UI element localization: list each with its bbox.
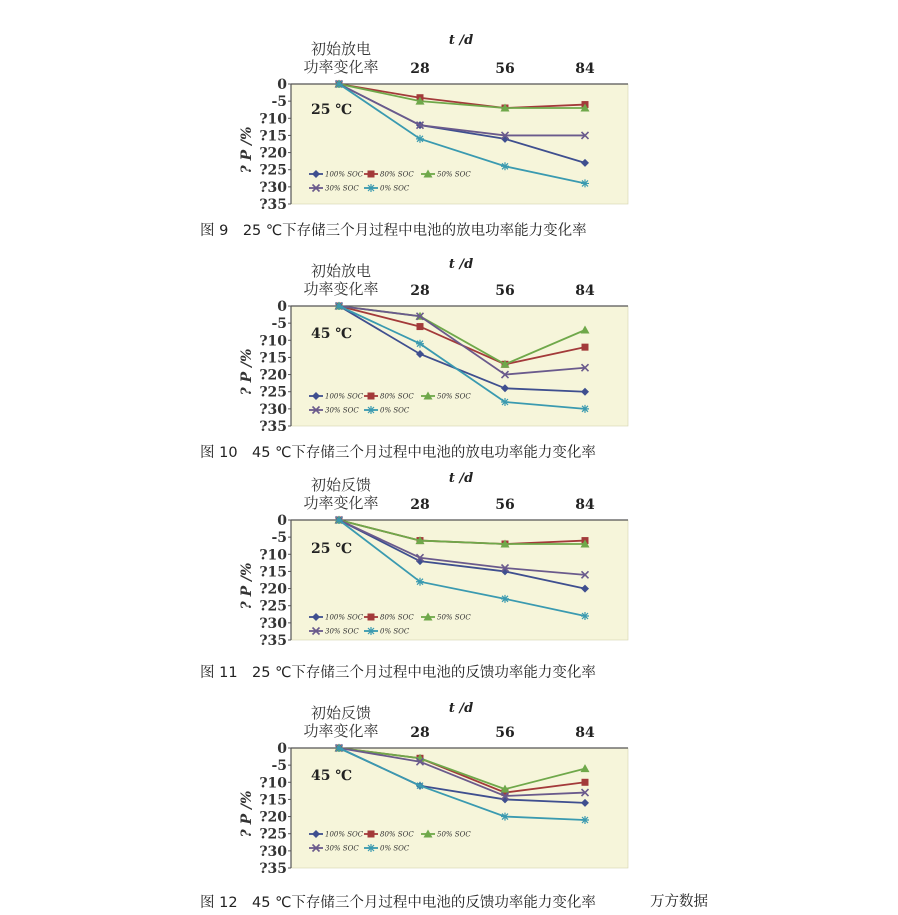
legend-entry: 30% SOC: [325, 627, 359, 636]
legend-entry: 100% SOC: [325, 830, 364, 839]
x-tick-label: 84: [575, 61, 595, 77]
corner-label-line-2: 功率变化率: [303, 280, 379, 298]
temperature-label: 25 ℃: [311, 102, 353, 118]
x-tick-label: 56: [495, 61, 515, 77]
y-tick-label: ?20: [259, 809, 287, 826]
data-point: [335, 80, 343, 88]
legend-entry: 50% SOC: [437, 392, 471, 401]
x-tick-label: 28: [410, 283, 430, 299]
y-tick-label: -5: [271, 316, 287, 333]
y-tick-label: ?35: [259, 419, 287, 435]
y-tick-label: ?20: [259, 145, 287, 162]
legend-entry: 80% SOC: [380, 613, 414, 622]
data-point: [335, 744, 343, 752]
chart-3: [200, 471, 628, 681]
legend-entry: 80% SOC: [380, 392, 414, 401]
legend-entry: 0% SOC: [380, 627, 410, 636]
y-tick-label: ?30: [259, 615, 287, 632]
corner-label-line-1: 初始放电: [310, 40, 372, 58]
chart-2: [200, 257, 628, 461]
corner-label-line-2: 功率变化率: [303, 58, 379, 76]
legend-marker: [367, 844, 375, 852]
temperature-label: 45 ℃: [311, 326, 353, 342]
corner-label-line-1: 初始反馈: [310, 476, 372, 494]
y-axis-title: ? P /%: [239, 562, 255, 610]
y-tick-label: -5: [271, 530, 287, 547]
x-tick-label: 28: [410, 61, 430, 77]
y-tick-label: 0: [277, 513, 287, 529]
figure-caption: 图 10 45 ℃下存储三个月过程中电池的放电功率能力变化率: [200, 445, 596, 461]
y-tick-label: 0: [277, 77, 287, 93]
data-point: [501, 813, 509, 821]
data-point: [501, 398, 509, 406]
x-axis-title: t /d: [448, 257, 474, 272]
x-tick-label: 56: [495, 725, 515, 741]
temperature-label: 25 ℃: [311, 541, 353, 557]
legend-marker: [367, 406, 375, 414]
y-tick-label: ?15: [259, 128, 287, 145]
y-tick-label: ?25: [259, 162, 287, 179]
y-tick-label: ?30: [259, 179, 287, 196]
y-tick-label: ?35: [259, 861, 287, 877]
y-tick-label: ?10: [259, 547, 287, 564]
x-tick-label: 28: [410, 725, 430, 741]
y-axis-title: ? P /%: [239, 790, 255, 838]
legend-marker: [368, 171, 375, 178]
data-point: [417, 323, 424, 330]
data-point: [581, 405, 589, 413]
legend-entry: 30% SOC: [325, 844, 359, 853]
legend-entry: 0% SOC: [380, 406, 410, 415]
data-point: [581, 816, 589, 824]
x-axis-title: t /d: [448, 471, 474, 486]
legend-entry: 80% SOC: [380, 170, 414, 179]
legend-entry: 50% SOC: [437, 613, 471, 622]
chart-1: [200, 33, 628, 239]
y-tick-label: -5: [271, 758, 287, 775]
y-tick-label: ?10: [259, 111, 287, 128]
legend-marker: [368, 831, 375, 838]
y-tick-label: ?20: [259, 581, 287, 598]
y-tick-label: ?25: [259, 826, 287, 843]
plot-area: [291, 520, 628, 640]
legend-entry: 100% SOC: [325, 392, 364, 401]
legend-entry: 30% SOC: [325, 184, 359, 193]
legend-entry: 100% SOC: [325, 613, 364, 622]
y-axis-title: ? P /%: [239, 348, 255, 396]
y-tick-label: ?30: [259, 843, 287, 860]
y-tick-label: ?30: [259, 401, 287, 418]
legend-marker: [368, 614, 375, 621]
corner-label-line-2: 功率变化率: [303, 722, 379, 740]
data-point: [582, 344, 589, 351]
y-tick-label: ?10: [259, 333, 287, 350]
x-tick-label: 84: [575, 725, 595, 741]
legend-marker: [368, 393, 375, 400]
x-tick-label: 56: [495, 283, 515, 299]
legend-marker: [367, 627, 375, 635]
y-tick-label: ?15: [259, 350, 287, 367]
legend-entry: 80% SOC: [380, 830, 414, 839]
legend-entry: 0% SOC: [380, 844, 410, 853]
y-tick-label: 0: [277, 299, 287, 315]
y-tick-label: ?15: [259, 564, 287, 581]
y-tick-label: 0: [277, 741, 287, 757]
x-tick-label: 84: [575, 497, 595, 513]
data-point: [416, 578, 424, 586]
x-axis-title: t /d: [448, 33, 474, 48]
y-axis-title: ? P /%: [239, 126, 255, 174]
legend-entry: 50% SOC: [437, 170, 471, 179]
temperature-label: 45 ℃: [311, 768, 353, 784]
corner-label-line-2: 功率变化率: [303, 494, 379, 512]
data-point: [581, 612, 589, 620]
x-tick-label: 84: [575, 283, 595, 299]
corner-label-line-1: 初始反馈: [310, 704, 372, 722]
legend-marker: [367, 184, 375, 192]
y-tick-label: ?15: [259, 792, 287, 809]
y-tick-label: ?10: [259, 775, 287, 792]
data-point: [416, 782, 424, 790]
data-point: [416, 340, 424, 348]
corner-label-line-1: 初始放电: [310, 262, 372, 280]
legend-entry: 30% SOC: [325, 406, 359, 415]
legend-entry: 100% SOC: [325, 170, 364, 179]
y-tick-label: -5: [271, 94, 287, 111]
y-tick-label: ?25: [259, 384, 287, 401]
data-point: [416, 135, 424, 143]
figure-caption: 图 9 25 ℃下存储三个月过程中电池的放电功率能力变化率: [200, 223, 587, 239]
y-tick-label: ?25: [259, 598, 287, 615]
data-point: [335, 302, 343, 310]
x-tick-label: 28: [410, 497, 430, 513]
data-point: [581, 179, 589, 187]
figure-caption: 图 11 25 ℃下存储三个月过程中电池的反馈功率能力变化率: [200, 665, 596, 681]
y-tick-label: ?35: [259, 633, 287, 649]
data-point: [501, 162, 509, 170]
data-point: [501, 595, 509, 603]
data-point: [582, 779, 589, 786]
data-point: [335, 516, 343, 524]
y-tick-label: ?20: [259, 367, 287, 384]
figure-caption: 图 12 45 ℃下存储三个月过程中电池的反馈功率能力变化率: [200, 895, 596, 911]
legend-entry: 0% SOC: [380, 184, 410, 193]
chart-4: [200, 701, 628, 911]
y-tick-label: ?35: [259, 197, 287, 213]
legend-entry: 50% SOC: [437, 830, 471, 839]
x-axis-title: t /d: [448, 701, 474, 716]
watermark-text: 万方数据: [650, 894, 708, 910]
x-tick-label: 56: [495, 497, 515, 513]
